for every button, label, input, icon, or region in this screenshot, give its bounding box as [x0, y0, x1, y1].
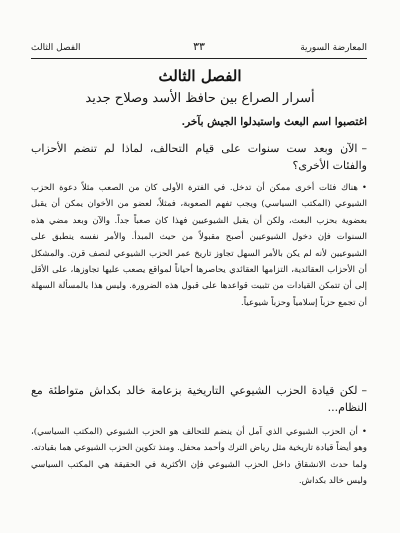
- question-paragraph: [31, 382, 367, 416]
- chapter-label: الفصل الثالث: [31, 43, 81, 53]
- question-text: الآن وبعد ست سنوات على قيام التحالف، لماذا لم تنضم الأحزاب والفئات الأخرى؟: [31, 142, 367, 172]
- dash-marker: –: [361, 142, 367, 155]
- question-text: لكن قيادة الحزب الشيوعي التاريخية بزعامة خالد بكداش متواطئة مع النظام...: [31, 384, 367, 414]
- bullet-marker: •: [361, 183, 367, 193]
- chapter-title: الفصل الثالث: [158, 67, 242, 85]
- book-title: المعارضة السورية: [300, 43, 367, 53]
- answer-text: أن الحزب الشيوعي الذي آمل أن ينضم للتحالف هو الحزب الشيوعي (المكتب السياسي)، وهو أيضاً قيادة تاريخية مثل رياض الترك وأحمد محفل. ومنذ تكوين الحزب الشيوعي هما بقيادته. ولما حدث الانشقاق داخل الحزب الشيوعي فإن الأكثرية في الحقيقة هي المكتب السياسي وليس خالد بكداش.: [31, 427, 367, 487]
- answer-paragraph: [31, 424, 367, 490]
- question-paragraph: [31, 140, 367, 174]
- running-header: [31, 40, 367, 56]
- page-number: ٣٣: [193, 40, 205, 53]
- answer-text: هناك فئات أخرى ممكن أن تدخل. في الفترة الأولى كان من الصعب مثلاً دعوة الحزب الشيوعي (المكتب السياسي) ويجب تفهم الصعوبة، فمثلاً، لعضو من الأخوان يمكن أن يقبل بعضوية بحزب البعث، ولكن أن يقبل الشيوعيين فهذا كان صعباً جداً. والآن وبعد مضي هذه السنوات فإن دخول الشيوعيين أصبح مقبولاً من حيث المبدأ. والأمر نفسه ينطبق على الشيوعيين لأنه لم يكن بالأمر السهل تجاوز تاريخ عمر الحزب الشيوعي لنصف قرن. والمشكل أن الأحزاب العقائدية، التزامها العقائدي يحاصرها أحياناً لمواقع يصعب عليها تجاوزها، على الأقل إلى أن تتمكن القيادات من تثبيت قواعدها على قبول هذه الضرورة. وليس هذا بالمسألة السهلة أن تجمع حزباً إسلامياً وحزباً شيوعياً.: [31, 183, 367, 308]
- chapter-subtitle: أسرار الصراع بين حافظ الأسد وصلاح جديد: [85, 91, 315, 106]
- dash-marker: –: [361, 384, 367, 397]
- section-heading: اغتصبوا اسم البعث واستبدلوا الجيش بآخر.: [181, 116, 367, 128]
- answer-paragraph: [31, 180, 367, 311]
- header-divider: [31, 58, 367, 59]
- bullet-marker: •: [361, 427, 367, 437]
